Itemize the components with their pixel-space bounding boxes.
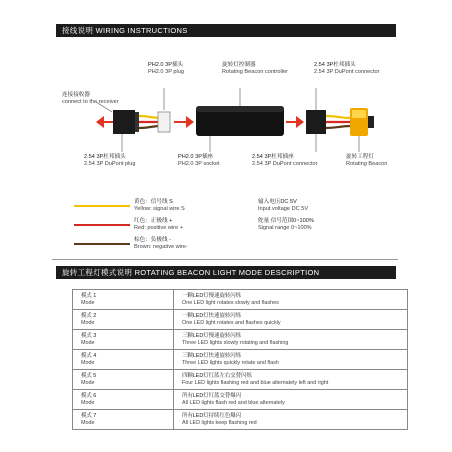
mode-number: 模式 3 xyxy=(81,332,97,339)
receiver-label-en: connect to the receiver xyxy=(62,99,119,105)
description-cell xyxy=(174,370,408,390)
table-row xyxy=(73,290,408,310)
dupont-connector-top-label-cn: 2.54 3P杜邦插头 xyxy=(314,62,356,68)
table-row xyxy=(73,330,408,350)
ph-socket-label-cn: PH2.0 3P插座 xyxy=(178,154,214,160)
yellow-wire-swatch xyxy=(74,205,130,207)
ph-plug-label-en: PH2.0 3P plug xyxy=(148,69,184,75)
ph-plug xyxy=(158,112,170,132)
spec-voltage-cn: 输入电压DC 5V xyxy=(258,199,297,205)
description-cell xyxy=(174,310,408,330)
description-cn: 四颗LED灯红蓝左右交替闪烁 xyxy=(182,372,252,379)
legend-red-cn: 红色：正极线 + xyxy=(134,218,173,224)
mode-number: 模式 1 xyxy=(81,292,97,299)
controller-label-en: Rotating Beacon controller xyxy=(222,69,288,75)
description-cn: 一颗LED灯慢速旋转闪烁 xyxy=(182,292,242,299)
wiring-instructions-header: 接线说明 WIRING INSTRUCTIONS xyxy=(56,24,396,37)
spec-signal-en: Signal range 0~100% xyxy=(258,225,312,231)
controller-label xyxy=(222,62,288,76)
dupont-connector-right xyxy=(306,110,326,134)
legend-yellow xyxy=(134,199,185,213)
receiver-label xyxy=(62,92,119,106)
arrow-right-icon xyxy=(296,116,304,128)
legend-brown xyxy=(134,237,188,251)
dupont-connector-bottom-label xyxy=(252,154,318,168)
mode-word: Mode xyxy=(81,319,95,326)
legend-red-en: Red: positive wire + xyxy=(134,225,183,231)
wire-bundle-left xyxy=(139,116,160,128)
description-cn: 所有LED灯红蓝交替爆闪 xyxy=(182,392,242,399)
arrow-left-icon xyxy=(96,116,104,128)
description-cell xyxy=(174,330,408,350)
mode-cell xyxy=(73,370,174,390)
dupont-connector-top-label-en: 2.54 3P DuPont connector xyxy=(314,69,380,75)
mode-description-header: 旋转工程灯模式说明 ROTATING BEACON LIGHT MODE DESCRIPTION xyxy=(56,266,396,279)
spec-voltage-en: Input voltage DC 5V xyxy=(258,206,309,212)
spec-signal-cn: 舵量 信号范围0~100% xyxy=(258,218,314,224)
table-row xyxy=(73,370,408,390)
arrow-right-icon xyxy=(186,116,194,128)
ph-socket-label xyxy=(178,154,220,168)
dupont-plug-label xyxy=(84,154,136,168)
wire-bundle-right xyxy=(326,116,350,128)
legend-yellow-cn: 黄色：信号线 S xyxy=(134,199,173,205)
description-cn: 一颗LED灯快速旋转闪烁 xyxy=(182,312,242,319)
mode-number: 模式 5 xyxy=(81,372,97,379)
description-cell xyxy=(174,350,408,370)
description-en: Three LED lights slowly rotating and flashing xyxy=(182,339,289,346)
description-cn: 三颗LED灯快速旋转闪烁 xyxy=(182,352,242,359)
mode-cell xyxy=(73,330,174,350)
dupont-plug-label-en: 2.54 3P DuPont plug xyxy=(84,161,136,167)
mode-number: 模式 2 xyxy=(81,312,97,319)
beacon-label xyxy=(346,154,387,168)
mode-cell xyxy=(73,390,174,410)
mode-cell xyxy=(73,290,174,310)
dupont-plug-left xyxy=(113,110,135,134)
description-en: Four LED lights flashing red and blue alternately left and right xyxy=(182,379,329,386)
dupont-connector-bottom-label-cn: 2.54 3P杜邦插座 xyxy=(252,154,294,160)
ph-plug-label xyxy=(148,62,184,76)
mode-number: 模式 6 xyxy=(81,392,97,399)
red-wire-swatch xyxy=(74,224,130,226)
mode-word: Mode xyxy=(81,399,95,406)
section-divider xyxy=(52,259,398,260)
mode-word: Mode xyxy=(81,299,95,306)
mode-cell xyxy=(73,310,174,330)
description-en: One LED light rotates and flashes quickly xyxy=(182,319,281,326)
table-row xyxy=(73,410,408,430)
mode-word: Mode xyxy=(81,379,95,386)
dupont-connector-bottom-label-en: 2.54 3P DuPont connector xyxy=(252,161,318,167)
spec-signal xyxy=(258,218,314,232)
description-en: All LED lights flash red and blue alternately xyxy=(182,399,285,406)
description-en: All LED lights keep flashing red xyxy=(182,419,257,426)
mode-word: Mode xyxy=(81,419,95,426)
controller-label-cn: 旋转灯控制器 xyxy=(222,62,256,68)
receiver-label-cn: 连接接收器 xyxy=(62,92,90,98)
mode-cell xyxy=(73,410,174,430)
legend-brown-en: Brown: negative wire- xyxy=(134,244,188,250)
brown-wire-swatch xyxy=(74,243,130,245)
description-en: Three LED lights quickly rotate and flash xyxy=(182,359,279,366)
legend-red xyxy=(134,218,183,232)
description-cell xyxy=(174,410,408,430)
ph-plug-label-cn: PH2.0 3P插头 xyxy=(148,62,184,68)
mode-number: 模式 7 xyxy=(81,412,97,419)
table-row xyxy=(73,390,408,410)
description-cn: 所有LED灯持续红色爆闪 xyxy=(182,412,242,419)
description-en: One LED light rotates slowly and flashes xyxy=(182,299,279,306)
mode-cell xyxy=(73,350,174,370)
mode-table xyxy=(72,289,408,430)
legend-yellow-en: Yellow: signal wire S xyxy=(134,206,185,212)
spec-voltage xyxy=(258,199,308,213)
table-row xyxy=(73,310,408,330)
mode-number: 模式 4 xyxy=(81,352,97,359)
mode-word: Mode xyxy=(81,339,95,346)
beacon-label-en: Rotating Beacon xyxy=(346,161,388,167)
legend-brown-cn: 棕色：负极线 - xyxy=(134,237,171,243)
description-cell xyxy=(174,390,408,410)
ph-socket-label-en: PH2.0 3P socket xyxy=(178,161,220,167)
dupont-connector-top-label xyxy=(314,62,380,76)
table-row xyxy=(73,350,408,370)
dupont-plug-label-cn: 2.54 3P杜邦插头 xyxy=(84,154,126,160)
beacon-label-cn: 旋转工程灯 xyxy=(346,154,374,160)
mode-word: Mode xyxy=(81,359,95,366)
description-cn: 三颗LED灯慢速旋转闪烁 xyxy=(182,332,242,339)
description-cell xyxy=(174,290,408,310)
